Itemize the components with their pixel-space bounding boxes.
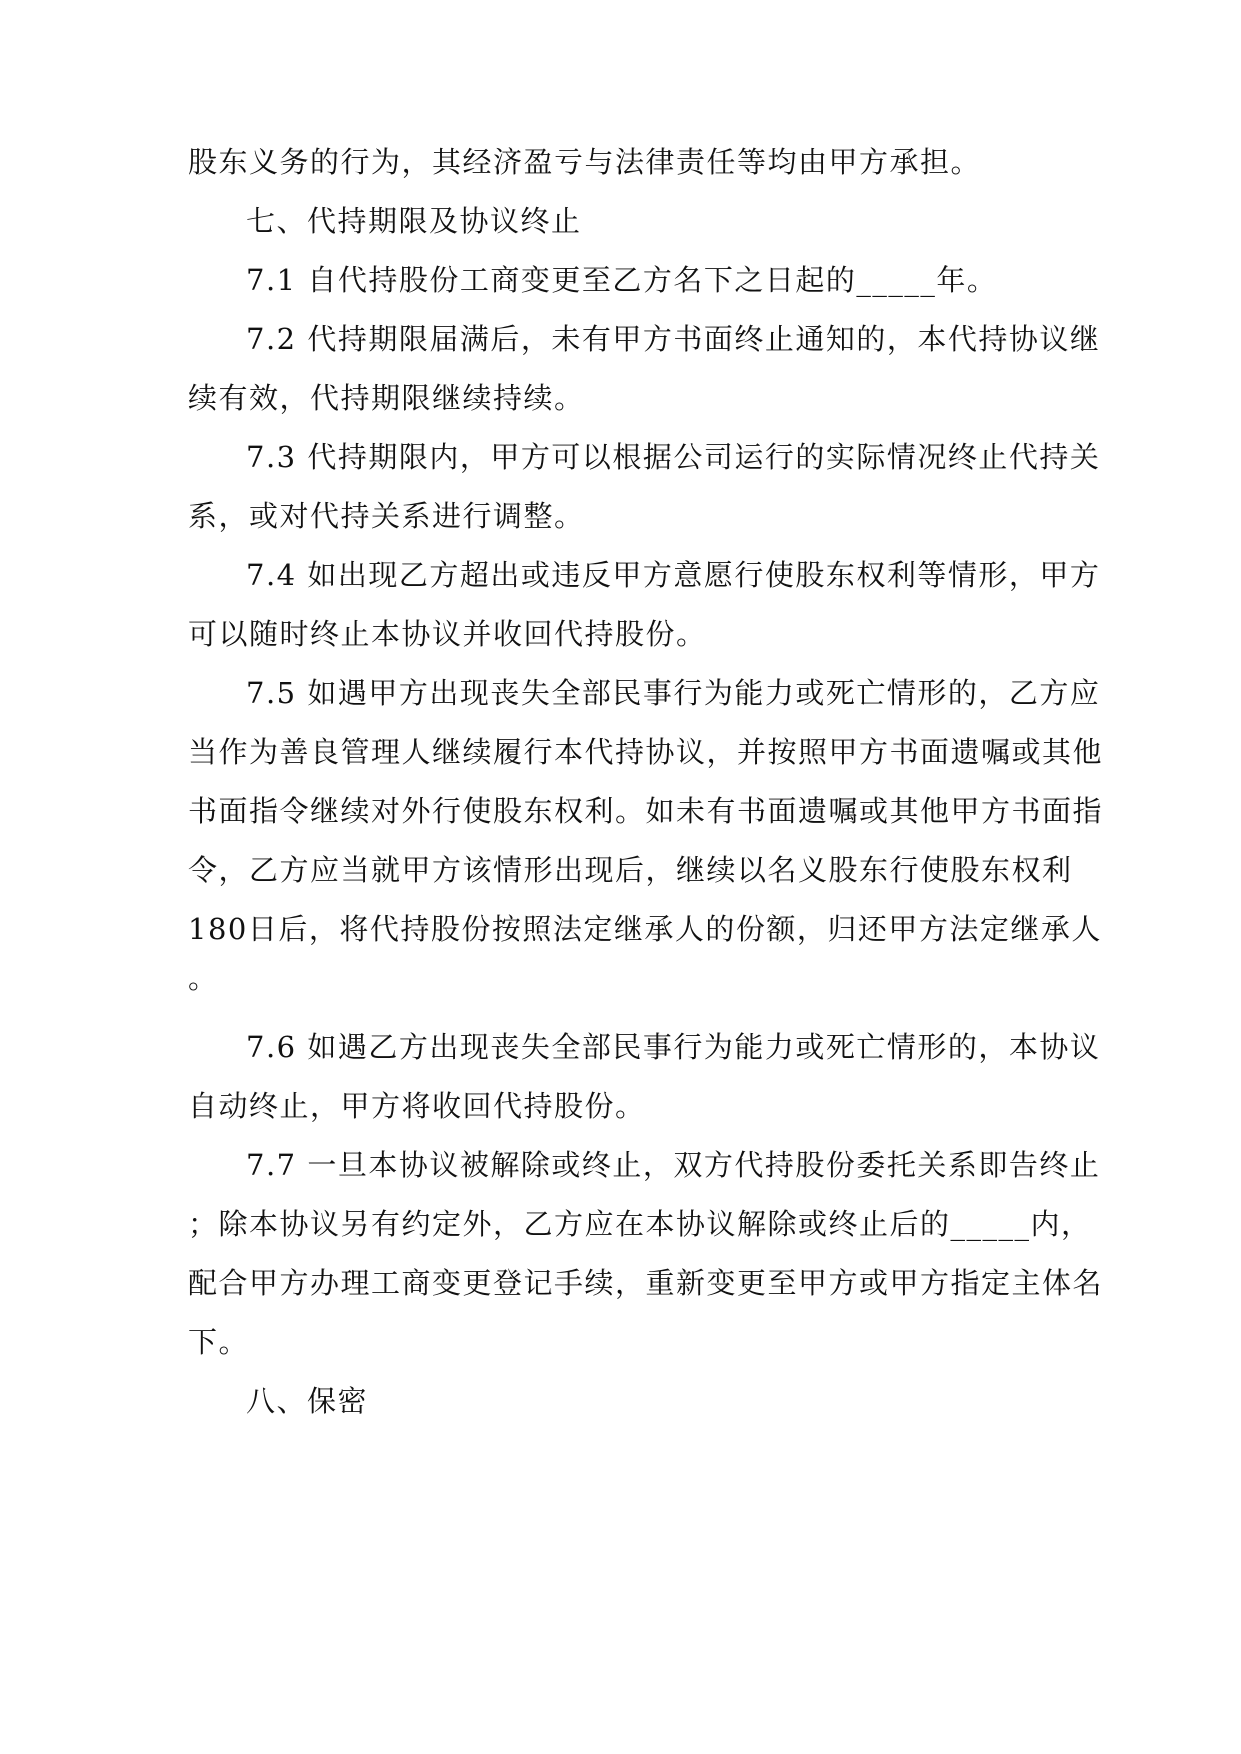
- text-line: 下。: [188, 1325, 250, 1359]
- section-heading: 八、保密: [246, 1384, 369, 1418]
- text-line: 。: [188, 961, 219, 995]
- text-line: 自动终止，甲方将收回代持股份。: [188, 1089, 646, 1123]
- section-heading: 七、代持期限及协议终止: [246, 204, 582, 238]
- text-line: 续有效，代持期限继续持续。: [188, 381, 585, 415]
- clause-text: 7.7 一旦本协议被解除或终止，双方代持股份委托关系即告终止: [246, 1148, 1101, 1182]
- text-line: 180日后，将代持股份按照法定继承人的份额，归还甲方法定继承人: [188, 912, 1102, 946]
- text-line: 配合甲方办理工商变更登记手续，重新变更至甲方或甲方指定主体名: [188, 1266, 1104, 1300]
- clause-text: 7.3 代持期限内，甲方可以根据公司运行的实际情况终止代持关: [246, 440, 1101, 474]
- clause-text: 7.6 如遇乙方出现丧失全部民事行为能力或死亡情形的，本协议: [246, 1030, 1101, 1064]
- text-line: ；除本协议另有约定外，乙方应在本协议解除或终止后的_____内，: [188, 1207, 1092, 1241]
- text-line: 股东义务的行为，其经济盈亏与法律责任等均由甲方承担。: [188, 145, 982, 179]
- clause-text: 7.2 代持期限届满后，未有甲方书面终止通知的，本代持协议继: [246, 322, 1101, 356]
- clause-text: 7.5 如遇甲方出现丧失全部民事行为能力或死亡情形的，乙方应: [246, 676, 1101, 710]
- text-line: 系，或对代持关系进行调整。: [188, 499, 585, 533]
- text-line: 书面指令继续对外行使股东权利。如未有书面遗嘱或其他甲方书面指: [188, 794, 1104, 828]
- text-line: 可以随时终止本协议并收回代持股份。: [188, 617, 707, 651]
- text-line: 当作为善良管理人继续履行本代持协议，并按照甲方书面遗嘱或其他: [188, 735, 1104, 769]
- clause-text: 7.1 自代持股份工商变更至乙方名下之日起的_____年。: [246, 263, 998, 297]
- text-line: 令，乙方应当就甲方该情形出现后，继续以名义股东行使股东权利: [188, 853, 1073, 887]
- clause-text: 7.4 如出现乙方超出或违反甲方意愿行使股东权利等情形，甲方: [246, 558, 1101, 592]
